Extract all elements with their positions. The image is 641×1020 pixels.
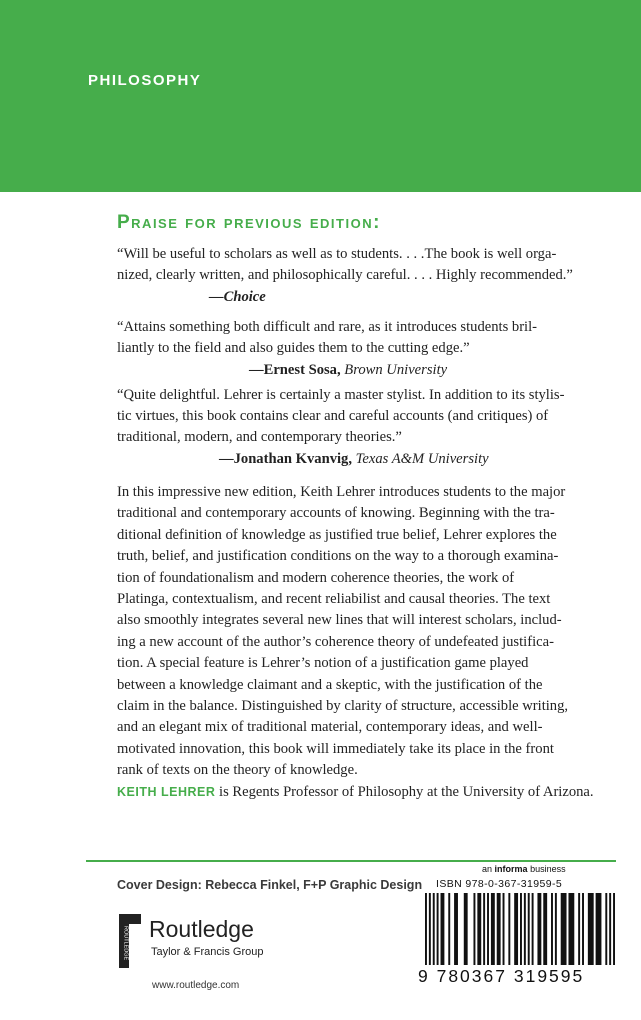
barcode-bar — [464, 893, 468, 965]
barcode-bar — [448, 893, 450, 965]
barcode-bar — [528, 893, 530, 965]
author-bio — [117, 782, 617, 803]
description-line: and an elegant mix of traditional material, contemporary ideas, and well- — [117, 719, 543, 736]
description-line: ditional definition of knowledge as justified true belief, Lehrer explores the — [117, 526, 557, 543]
quote-line: nized, clearly written, and philosophically careful. . . . Highly recommended.” — [117, 267, 573, 283]
description-line: motivated innovation, this book will immediately take its place in the front — [117, 740, 554, 757]
barcode-bar — [491, 893, 495, 965]
quote-source: —Choice — [209, 289, 266, 305]
description-line: tion. A special feature is Lehrer’s notion of a justification game played — [117, 655, 529, 672]
barcode-bar — [524, 893, 526, 965]
quote-line: “Will be useful to scholars as well as to students. . . .The book is well orga- — [117, 246, 557, 262]
barcode-bar — [520, 893, 522, 965]
barcode-bar — [578, 893, 580, 965]
quote-kvanvig — [117, 385, 597, 470]
barcode-bar — [497, 893, 501, 965]
quote-attribution — [117, 448, 597, 470]
informa-prefix: an — [482, 864, 493, 874]
barcode-bar — [543, 893, 547, 965]
description-line: Platinga, contextualism, and recent reliabilist and causal theories. The text — [117, 591, 551, 608]
quote-sosa — [117, 317, 597, 381]
description-line: also smoothly integrates several new lines that will interest scholars, includ- — [117, 612, 562, 629]
description-line: truth, belief, and justification conditions on the way to a thorough examina- — [117, 548, 559, 565]
barcode-bar — [609, 893, 611, 965]
description-line: ing a new account of the author’s coherence theory of undefeated justifica- — [117, 633, 554, 650]
author-name: KEITH LEHRER — [117, 785, 216, 799]
barcode-bar — [508, 893, 510, 965]
informa-business-tag — [482, 864, 566, 874]
cover-design-credit: Cover Design: Rebecca Finkel, F+P Graphic Design — [117, 878, 423, 892]
description-line: between a knowledge claimant and a skeptic, with the justification of the — [117, 676, 543, 693]
author-bio-text: is Regents Professor of Philosophy at the University of Arizona. — [215, 784, 594, 800]
quote-affiliation: Brown University — [344, 362, 448, 378]
barcode-icon — [425, 893, 615, 965]
informa-suffix: business — [530, 864, 566, 874]
barcode-bar — [561, 893, 567, 965]
description-line: rank of texts on the theory of knowledge. — [117, 762, 358, 779]
quote-line: “Attains something both difficult and rare, as it introduces students bril- — [117, 319, 538, 335]
barcode-bar — [487, 893, 489, 965]
description-line: In this impressive new edition, Keith Lehrer introduces students to the major — [117, 484, 566, 500]
routledge-logo — [117, 912, 277, 972]
barcode-bar — [537, 893, 541, 965]
publisher-name: Routledge — [149, 916, 254, 942]
barcode-bar — [429, 893, 431, 965]
barcode-bar — [473, 893, 475, 965]
barcode-bar — [483, 893, 485, 965]
barcode-bar — [596, 893, 602, 965]
quote-line: “Quite delightful. Lehrer is certainly a master stylist. In addition to its stylis- — [117, 387, 565, 403]
barcode-bar — [441, 893, 445, 965]
footer-divider — [86, 860, 616, 862]
barcode-bar — [425, 893, 427, 965]
barcode-bar — [605, 893, 607, 965]
isbn-label: ISBN 978-0-367-31959-5 — [436, 878, 563, 890]
barcode-bar — [555, 893, 557, 965]
barcode-bar — [551, 893, 553, 965]
barcode-bar — [613, 893, 615, 965]
barcode-bar — [514, 893, 518, 965]
barcode-bar — [437, 893, 439, 965]
header-band — [0, 0, 641, 192]
quote-source: —Jonathan Kvanvig, — [219, 451, 352, 467]
barcode-digits: 9 780367 319595 — [418, 966, 585, 986]
quote-line: tic virtues, this book contains clear and careful accounts (and critiques) of — [117, 408, 549, 424]
routledge-vertical-mark: ROUTLEDGE — [122, 926, 129, 961]
barcode-bar — [582, 893, 584, 965]
description-line: claim in the balance. Distinguished by clarity of structure, accessible writing, — [117, 698, 569, 715]
description-line: tion of foundationalism and modern coherence theories, the work of — [117, 569, 515, 586]
quote-choice — [117, 244, 597, 308]
publisher-website[interactable]: www.routledge.com — [152, 980, 240, 991]
barcode-bar — [568, 893, 574, 965]
quote-line: traditional, modern, and contemporary theories.” — [117, 429, 402, 445]
quote-attribution — [117, 286, 597, 308]
barcode-bar — [588, 893, 594, 965]
barcode-bar — [532, 893, 534, 965]
routledge-mark-icon — [117, 912, 145, 970]
barcode-bar — [477, 893, 481, 965]
publisher-group: Taylor & Francis Group — [151, 946, 264, 958]
quote-line: liantly to the field and also guides them to the cutting edge.” — [117, 340, 470, 356]
quote-source: —Ernest Sosa, — [249, 362, 341, 378]
description-line: traditional and contemporary accounts of knowing. Beginning with the tra- — [117, 505, 555, 522]
informa-brand: informa — [494, 864, 528, 874]
quote-affiliation: Texas A&M University — [355, 451, 489, 467]
category-label: PHILOSOPHY — [88, 72, 202, 89]
quote-attribution — [117, 359, 597, 381]
barcode-bar — [503, 893, 505, 965]
book-description — [117, 482, 597, 782]
barcode-bar — [454, 893, 458, 965]
praise-heading: Praise for previous edition: — [117, 212, 381, 233]
barcode-bar — [433, 893, 435, 965]
